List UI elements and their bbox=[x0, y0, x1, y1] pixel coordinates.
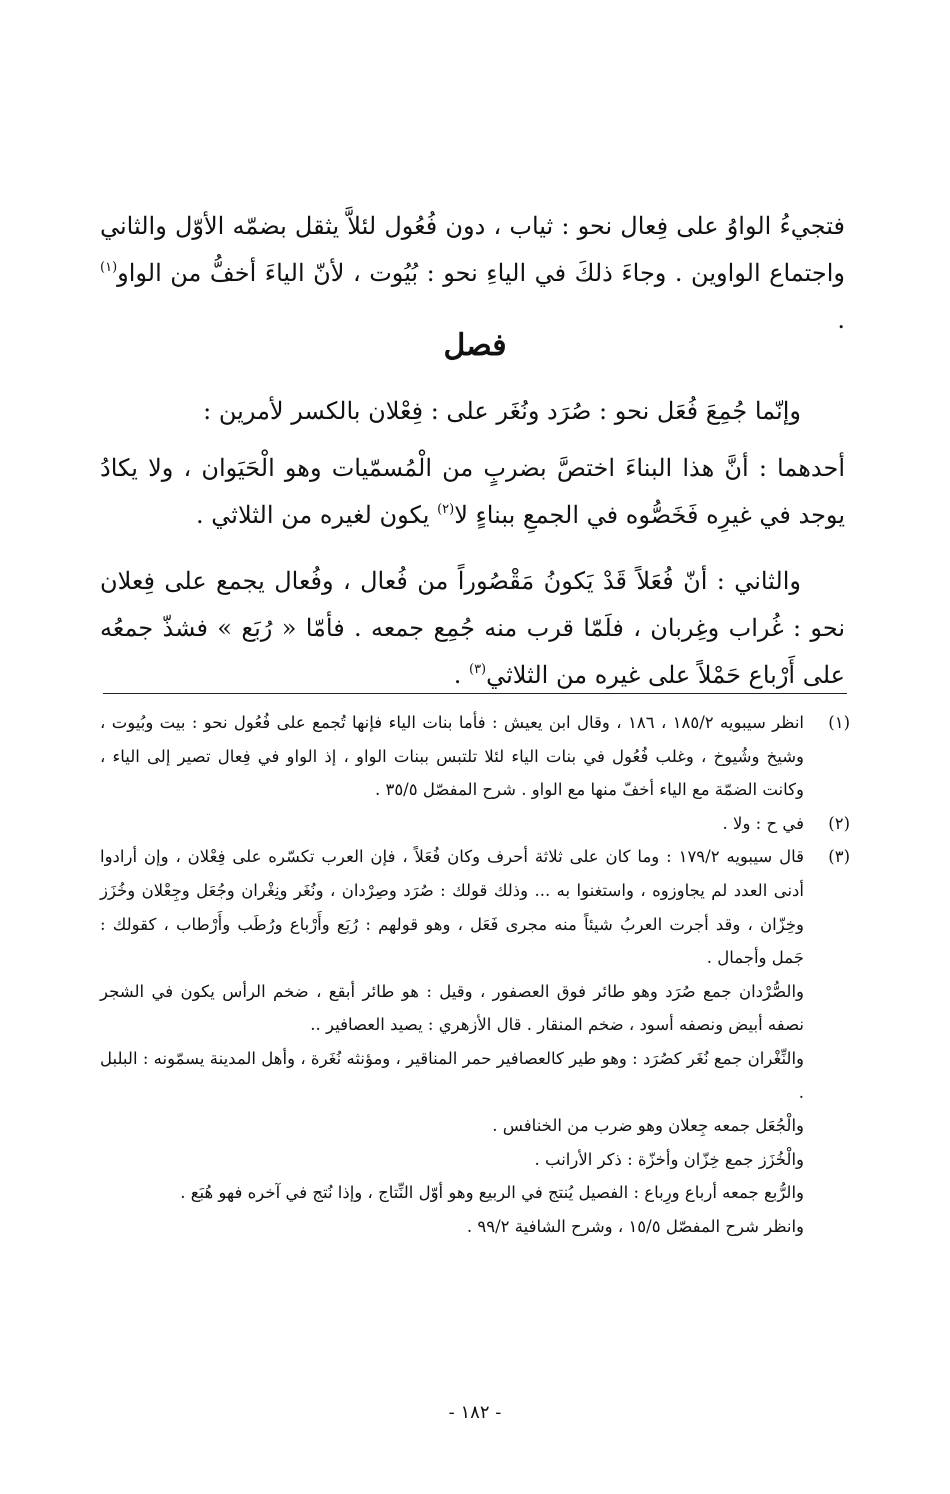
footnote-text: قال سيبويه ١٧٩/٢ : وما كان على ثلاثة أحرف وكان فُعَلاً ، فإن العرب تكسّره على فِعْلان ، وإن أرادوا أدنى العدد لم يجاوزوه ، واستغنوا به ... وذلك قولك : صُرَد وصِرْدان ، ونُغَر ونِغْران وجُعَل وجِعْلان وخُزَز وخِزّان ، وقد أجرت العربُ شيئاً منه مجرى فَعَل ، وهو قولهم : رُبَع وأَرْباع ورُطَب وأَرْطاب ، كقولك : جَمل وأجمال . bbox=[100, 847, 805, 968]
paragraph-text-cont: يكون لغيره من الثلاثي . bbox=[196, 501, 438, 529]
footnote-1 bbox=[100, 706, 850, 807]
footnote-ref-3: (٣) bbox=[468, 662, 487, 677]
body-paragraph-4 bbox=[100, 558, 845, 699]
footnote-ref-1: (١) bbox=[100, 260, 118, 275]
footnote-ref-2: (٢) bbox=[437, 502, 455, 517]
footnote-text-juaal: والْجُعَل جمعه جِعلان وهو ضرب من الخنافس . bbox=[492, 1116, 804, 1136]
paragraph-text: أحدهما : أنَّ هذا البناءَ اختصَّ بضربٍ من الْمُسمّيات وهو الْحَيَوان ، ولا يكادُ يوجد في غيرِه فَخَصُّوه في الجمعِ ببناءٍ لا bbox=[100, 454, 845, 529]
footnote-text: في ح : ولا . bbox=[722, 813, 804, 833]
paragraph-end: . bbox=[453, 661, 469, 689]
footnote-number: (٢) bbox=[828, 813, 850, 833]
section-heading: فصل bbox=[443, 328, 507, 363]
footnote-text-rubaa: والرُّبع جمعه أرباع ورِباع : الفصيل يُنتج في الربيع وهو أوّل النِّتاج ، وإذا نُتج في آخره فهو هُبَع . bbox=[180, 1183, 804, 1203]
page-number: - ١٨٢ - bbox=[448, 1402, 502, 1423]
body-paragraph-2 bbox=[100, 388, 845, 435]
footnote-text-nighran: والنِّغْران جمع نُغَر كصُرَد : وهو طير كالعصافير حمر المناقير ، ومؤنثه نُغَرة ، وأهل المدينة يسمّونه : البلبل . bbox=[100, 1048, 804, 1102]
footnote-2 bbox=[100, 807, 850, 841]
footnote-number: (٣) bbox=[828, 847, 850, 867]
body-paragraph-3 bbox=[100, 445, 845, 539]
footnote-text: انظر سيبويه ١٨٥/٢ ، ١٨٦ ، وقال ابن يعيش : فأما بنات الياء فإنها تُجمع على فُعُول نحو : بيت وبُيوت ، وشيخ وشُيوخ ، وغلب فُعُول في بنات الياء لئلا تلتبس ببنات الواو ، إذ الواو في فِعال تصير إلى الياء ، وكانت الضمّة مع الياء أخفّ منها مع الواو . شرح المفصّل ٣٥/٥ . bbox=[100, 713, 804, 800]
paragraph-text: فتجيءُ الواوُ على فِعال نحو : ثياب ، دون فُعُول لئلاَّ يثقل بضمّه الأوّل والثاني واجتماع الواوين . وجاءَ ذلكَ في الياءِ نحو : بُيُوت ، لأنّ الياءَ أخفُّ من الواو bbox=[100, 212, 845, 287]
paragraph-text: وإنّما جُمِعَ فُعَل نحو : صُرَد ونُغَر على : فِعْلان بالكسر لأمرين : bbox=[203, 397, 801, 425]
footnotes bbox=[100, 706, 850, 1244]
footnote-text-khuzaz: والْخُزَز جمع خِزّان وأخزّة : ذكر الأرانب . bbox=[534, 1149, 804, 1169]
paragraph-text: والثاني : أنّ فُعَلاً قَدْ يَكونُ مَقْصُوراً من فُعال ، وفُعال يجمع على فِعلان نحو : غُراب وغِربان ، فلَمّا قرب منه جُمِع جمعه . فأمّا « رُبَع » فشذّ جمعُه على أَرْباع حَمْلاً على غيره من الثلاثي bbox=[100, 567, 845, 689]
footnote-number: (١) bbox=[828, 713, 850, 732]
paragraph-end: . bbox=[837, 306, 845, 334]
body-paragraph-1 bbox=[100, 203, 845, 344]
footnote-separator bbox=[103, 693, 847, 694]
footnote-3 bbox=[100, 840, 850, 1243]
footnote-text-sardan: والصُّرْدان جمع صُرَد وهو طائر فوق العصفور ، وقيل : هو طائر أبقع ، ضخم الرأس يكون في الشجر نصفه أبيض ونصفه أسود ، ضخم المنقار . قال الأزهري : يصيد العصافير .. bbox=[100, 981, 804, 1035]
footnote-text-refs: وانظر شرح المفصّل ١٥/٥ ، وشرح الشافية ٩٩/٢ . bbox=[466, 1216, 804, 1236]
